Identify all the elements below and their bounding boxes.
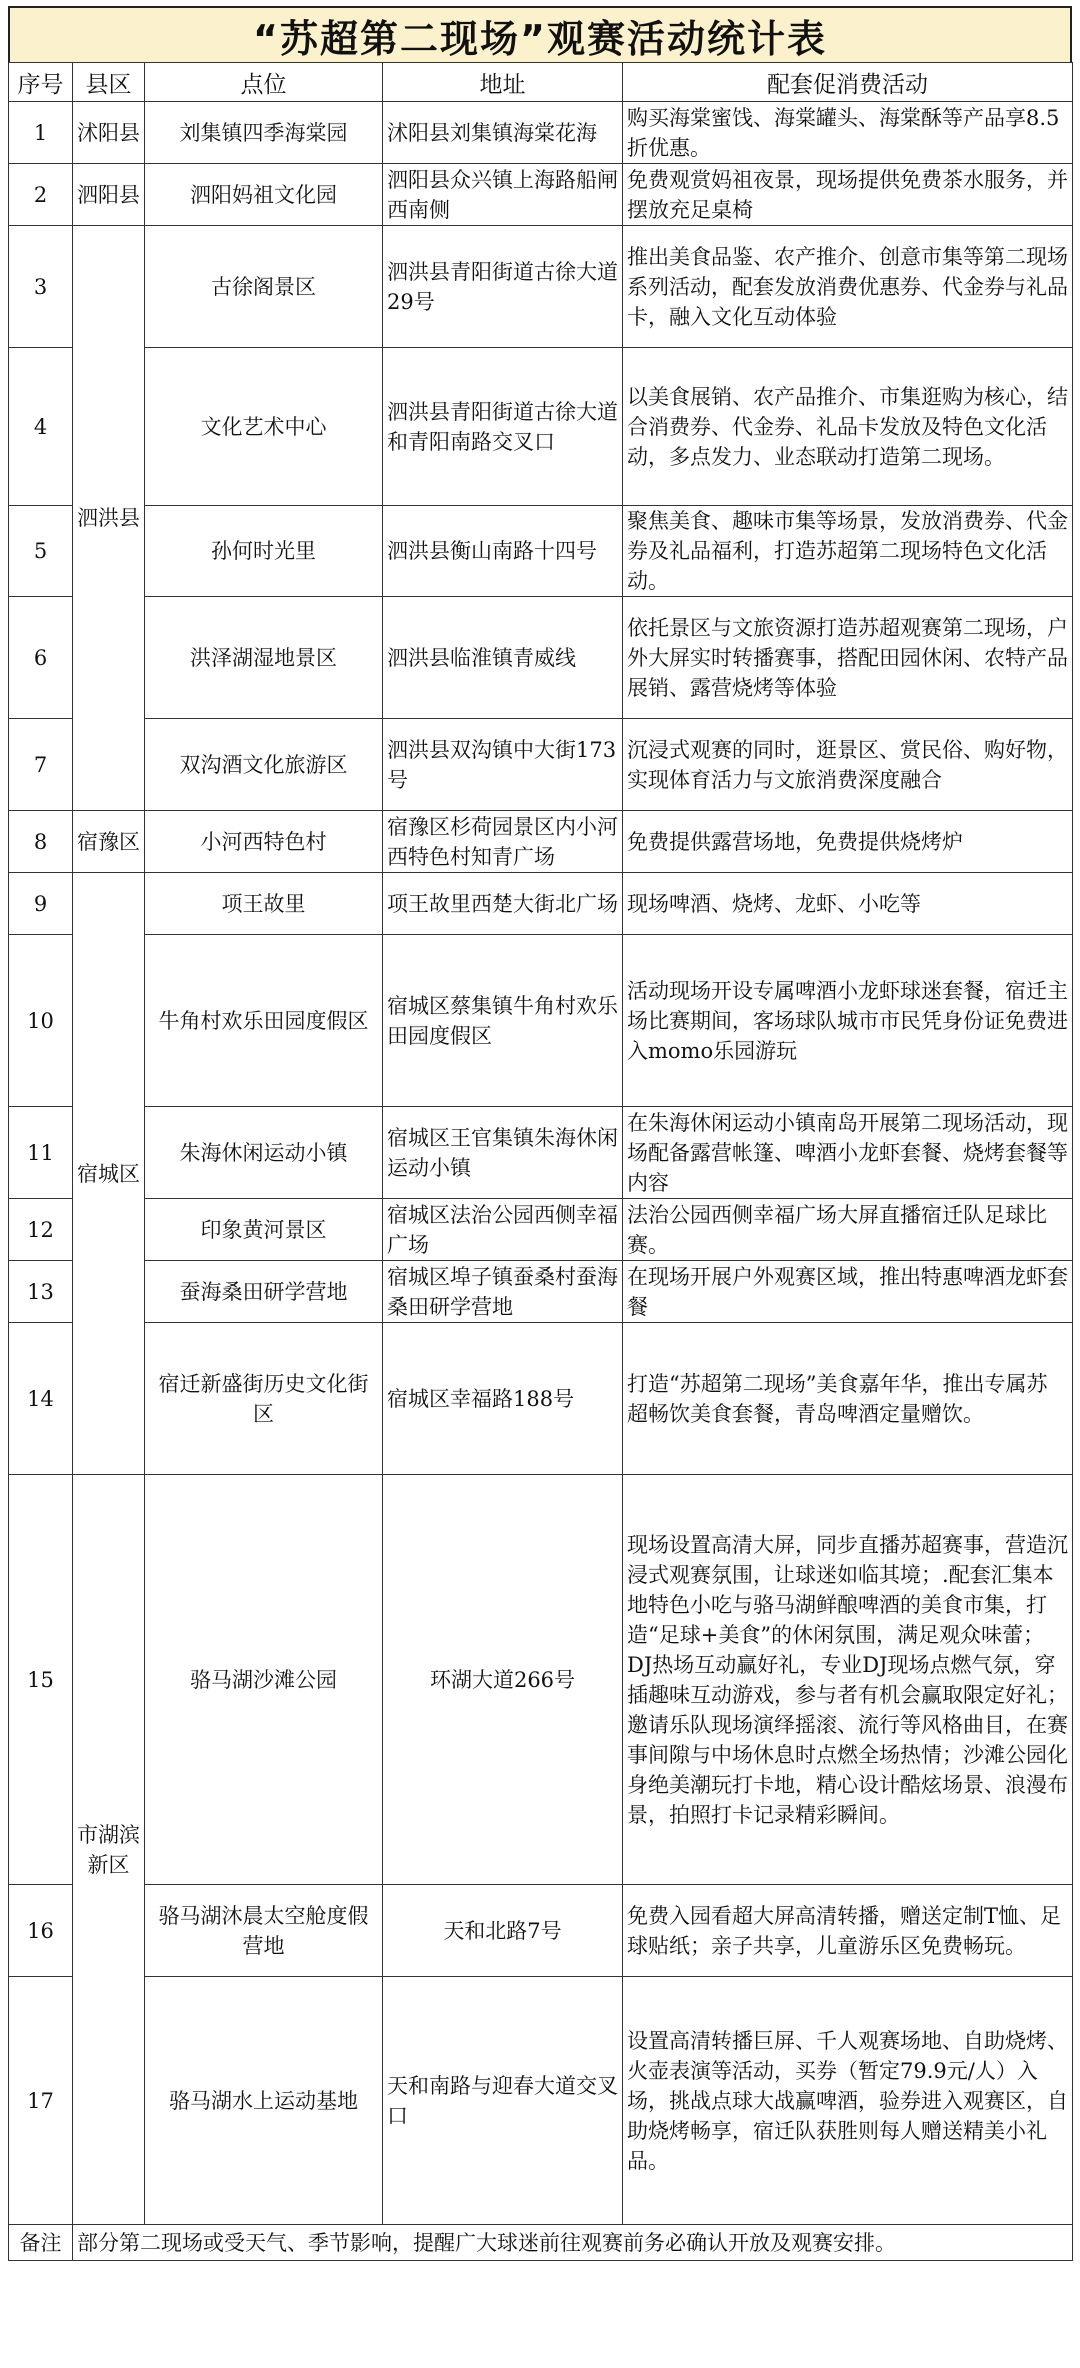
place-cell: 文化艺术中心 [145,348,383,506]
table-row [9,102,1073,164]
table-row [9,506,1073,597]
activity-cell: 购买海棠蜜饯、海棠罐头、海棠酥等产品享8.5折优惠。 [623,102,1073,164]
table-row [9,164,1073,226]
district-cell: 泗阳县 [73,164,145,226]
table-row [9,719,1073,811]
place-cell: 刘集镇四季海棠园 [145,102,383,164]
table-title: “苏超第二现场”观赛活动统计表 [8,6,1072,62]
note-row [9,2225,1073,2261]
row-no: 3 [9,226,73,348]
place-cell: 项王故里 [145,873,383,935]
address-cell: 宿城区法治公园西侧幸福广场 [383,1199,623,1261]
row-no: 17 [9,1977,73,2225]
place-cell: 骆马湖沙滩公园 [145,1475,383,1885]
activity-cell: 免费提供露营场地，免费提供烧烤炉 [623,811,1073,873]
header-place: 点位 [145,63,383,102]
row-no: 6 [9,597,73,719]
header-district: 县区 [73,63,145,102]
place-cell: 小河西特色村 [145,811,383,873]
table-row [9,1977,1073,2225]
note-text: 部分第二现场或受天气、季节影响，提醒广大球迷前往观赛前务必确认开放及观赛安排。 [73,2225,1073,2261]
activity-cell: 免费入园看超大屏高清转播，赠送定制T恤、足球贴纸；亲子共享，儿童游乐区免费畅玩。 [623,1885,1073,1977]
address-cell: 宿城区幸福路188号 [383,1323,623,1475]
activity-cell: 设置高清转播巨屏、千人观赛场地、自助烧烤、火壶表演等活动，买券（暂定79.9元/人）入场，挑战点球大战赢啤酒，验券进入观赛区，自助烧烤畅享，宿迁队获胜则每人赠送精美小礼品。 [623,1977,1073,2225]
header-no: 序号 [9,63,73,102]
stats-table [8,62,1073,2261]
place-cell: 孙何时光里 [145,506,383,597]
address-cell: 泗洪县双沟镇中大街173号 [383,719,623,811]
district-cell: 泗洪县 [73,226,145,811]
row-no: 15 [9,1475,73,1885]
table-row [9,1261,1073,1323]
header-activity: 配套促消费活动 [623,63,1073,102]
district-cell: 沭阳县 [73,102,145,164]
table-row [9,597,1073,719]
place-cell: 骆马湖水上运动基地 [145,1977,383,2225]
address-cell: 宿豫区杉荷园景区内小河西特色村知青广场 [383,811,623,873]
activity-cell: 以美食展销、农产品推介、市集逛购为核心，结合消费券、代金券、礼品卡发放及特色文化活动，多点发力、业态联动打造第二现场。 [623,348,1073,506]
row-no: 11 [9,1107,73,1199]
activity-cell: 在朱海休闲运动小镇南岛开展第二现场活动，现场配备露营帐篷、啤酒小龙虾套餐、烧烤套餐等内容 [623,1107,1073,1199]
row-no: 8 [9,811,73,873]
activity-cell: 现场设置高清大屏，同步直播苏超赛事，营造沉浸式观赛氛围，让球迷如临其境；.配套汇集本地特色小吃与骆马湖鲜酿啤酒的美食市集，打造“足球+美食”的休闲氛围，满足观众味蕾；DJ热场互动赢好礼，专业DJ现场点燃气氛，穿插趣味互动游戏，参与者有机会赢取限定好礼；邀请乐队现场演绎摇滚、流行等风格曲目，在赛事间隙与中场休息时点燃全场热情；沙滩公园化身绝美潮玩打卡地，精心设计酷炫场景、浪漫布景，拍照打卡记录精彩瞬间。 [623,1475,1073,1885]
row-no: 14 [9,1323,73,1475]
activity-cell: 沉浸式观赛的同时，逛景区、赏民俗、购好物，实现体育活力与文旅消费深度融合 [623,719,1073,811]
table-row [9,1885,1073,1977]
header-address: 地址 [383,63,623,102]
activity-cell: 活动现场开设专属啤酒小龙虾球迷套餐，宿迁主场比赛期间，客场球队城市市民凭身份证免费进入momo乐园游玩 [623,935,1073,1107]
row-no: 9 [9,873,73,935]
address-cell: 宿城区埠子镇蚕桑村蚕海桑田研学营地 [383,1261,623,1323]
address-cell: 天和北路7号 [383,1885,623,1977]
district-cell: 宿城区 [73,873,145,1475]
activity-cell: 聚焦美食、趣味市集等场景，发放消费券、代金券及礼品福利，打造苏超第二现场特色文化活动。 [623,506,1073,597]
address-cell: 天和南路与迎春大道交叉口 [383,1977,623,2225]
activity-cell: 依托景区与文旅资源打造苏超观赛第二现场，户外大屏实时转播赛事，搭配田园休闲、农特产品展销、露营烧烤等体验 [623,597,1073,719]
row-no: 4 [9,348,73,506]
place-cell: 朱海休闲运动小镇 [145,1107,383,1199]
address-cell: 泗洪县青阳街道古徐大道和青阳南路交叉口 [383,348,623,506]
activity-cell: 免费观赏妈祖夜景，现场提供免费茶水服务，并摆放充足桌椅 [623,164,1073,226]
address-cell: 泗洪县青阳街道古徐大道29号 [383,226,623,348]
row-no: 2 [9,164,73,226]
address-cell: 项王故里西楚大街北广场 [383,873,623,935]
table-row [9,226,1073,348]
table-row [9,1107,1073,1199]
activity-cell: 打造“苏超第二现场”美食嘉年华，推出专属苏超畅饮美食套餐，青岛啤酒定量赠饮。 [623,1323,1073,1475]
table-row [9,1199,1073,1261]
place-cell: 宿迁新盛街历史文化街区 [145,1323,383,1475]
row-no: 16 [9,1885,73,1977]
address-cell: 环湖大道266号 [383,1475,623,1885]
address-cell: 宿城区蔡集镇牛角村欢乐田园度假区 [383,935,623,1107]
address-cell: 泗洪县临淮镇青威线 [383,597,623,719]
row-no: 12 [9,1199,73,1261]
place-cell: 蚕海桑田研学营地 [145,1261,383,1323]
table-row [9,1475,1073,1885]
district-cell: 宿豫区 [73,811,145,873]
table-row [9,873,1073,935]
place-cell: 古徐阁景区 [145,226,383,348]
address-cell: 宿城区王官集镇朱海休闲运动小镇 [383,1107,623,1199]
row-no: 13 [9,1261,73,1323]
table-row [9,811,1073,873]
header-row [9,63,1073,102]
row-no: 7 [9,719,73,811]
place-cell: 洪泽湖湿地景区 [145,597,383,719]
activity-cell: 在现场开展户外观赛区域，推出特惠啤酒龙虾套餐 [623,1261,1073,1323]
table-row [9,348,1073,506]
address-cell: 泗洪县衡山南路十四号 [383,506,623,597]
row-no: 10 [9,935,73,1107]
address-cell: 沭阳县刘集镇海棠花海 [383,102,623,164]
place-cell: 印象黄河景区 [145,1199,383,1261]
row-no: 5 [9,506,73,597]
table-row [9,935,1073,1107]
row-no: 1 [9,102,73,164]
stats-table-container [8,6,1072,2261]
activity-cell: 推出美食品鉴、农产推介、创意市集等第二现场系列活动，配套发放消费优惠券、代金券与礼品卡，融入文化互动体验 [623,226,1073,348]
place-cell: 骆马湖沐晨太空舱度假营地 [145,1885,383,1977]
table-row [9,1323,1073,1475]
place-cell: 牛角村欢乐田园度假区 [145,935,383,1107]
activity-cell: 现场啤酒、烧烤、龙虾、小吃等 [623,873,1073,935]
address-cell: 泗阳县众兴镇上海路船闸西南侧 [383,164,623,226]
note-label: 备注 [9,2225,73,2261]
place-cell: 双沟酒文化旅游区 [145,719,383,811]
activity-cell: 法治公园西侧幸福广场大屏直播宿迁队足球比赛。 [623,1199,1073,1261]
place-cell: 泗阳妈祖文化园 [145,164,383,226]
district-cell: 市湖滨新区 [73,1475,145,2225]
